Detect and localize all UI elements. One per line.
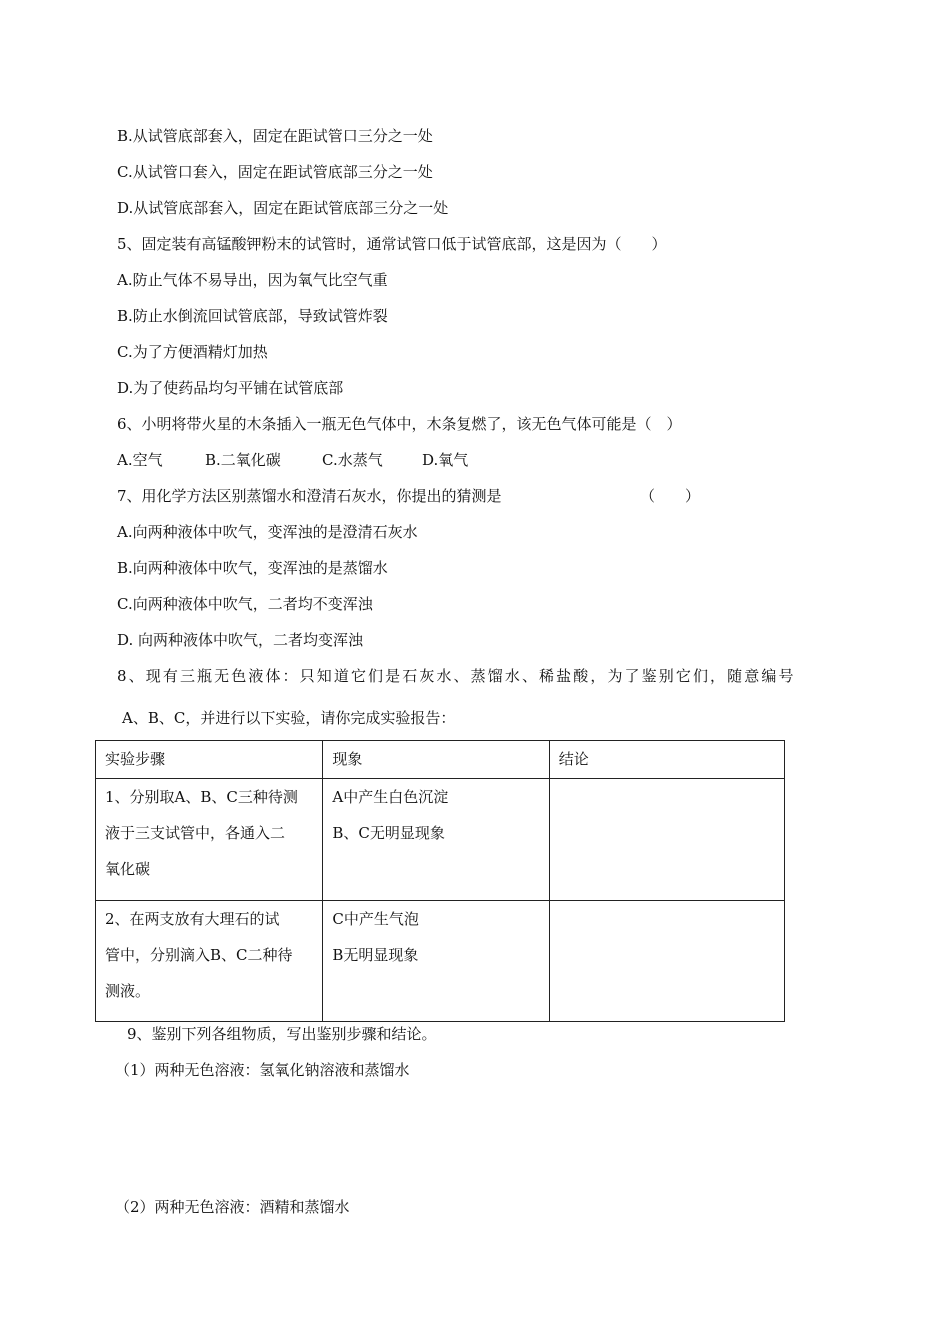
experiment-report-table (95, 740, 785, 1022)
header-conclusion: 结论 (549, 741, 784, 779)
header-step: 实验步骤 (96, 741, 323, 779)
q5-stem: 5、固定装有高锰酸钾粉末的试管时，通常试管口低于试管底部，这是因为（ ） (117, 235, 667, 253)
phenomenon-line: C中产生气泡 (332, 910, 419, 928)
q5-option-d: D.为了使药品均匀平铺在试管底部 (117, 379, 344, 397)
q7-option-a: A.向两种液体中吹气，变浑浊的是澄清石灰水 (117, 523, 418, 541)
q6-stem: 6、小明将带火星的木条插入一瓶无色气体中，木条复燃了，该无色气体可能是（ ） (117, 415, 682, 433)
q4-option-b: B.从试管底部套入，固定在距试管口三分之一处 (117, 127, 433, 145)
step-line: 液于三支试管中，各通入二 (105, 824, 286, 842)
q4-option-d: D.从试管底部套入，固定在距试管底部三分之一处 (117, 199, 449, 217)
q4-option-c: C.从试管口套入，固定在距试管底部三分之一处 (117, 163, 433, 181)
q8-stem-line2: A、B、C，并进行以下实验，请你完成实验报告： (122, 709, 456, 727)
q5-option-c: C.为了方便酒精灯加热 (117, 343, 268, 361)
q6-options (117, 450, 468, 470)
step-line: 1、分别取A、B、C三种待测 (105, 788, 298, 806)
step-line: 2、在两支放有大理石的试 (105, 910, 280, 928)
conclusion-cell[interactable] (549, 901, 784, 1022)
table-header-row (96, 741, 785, 779)
step-line: 管中，分别滴入B、C二种待 (105, 946, 293, 964)
step-line: 测液。 (105, 982, 151, 1000)
q9-stem: 9、鉴别下列各组物质，写出鉴别步骤和结论。 (127, 1025, 437, 1043)
q9-part-1: （1）两种无色溶液：氢氧化钠溶液和蒸馏水 (115, 1061, 410, 1079)
table-row (96, 901, 785, 1022)
conclusion-cell[interactable] (549, 779, 784, 901)
phenomenon-line: B、C无明显现象 (332, 824, 445, 842)
step-cell (96, 901, 323, 1022)
phenomenon-cell (323, 901, 549, 1022)
table-row (96, 779, 785, 901)
q7-option-b: B.向两种液体中吹气，变浑浊的是蒸馏水 (117, 559, 388, 577)
q8-stem-line1: 8、现有三瓶无色液体：只知道它们是石灰水、蒸馏水、稀盐酸，为了鉴别它们，随意编号 (117, 667, 796, 685)
q6-option-d: D.氧气 (422, 451, 469, 469)
q6-option-a: A.空气 (117, 451, 163, 469)
q6-option-c: C.水蒸气 (322, 451, 383, 469)
q7-option-d: D. 向两种液体中吹气，二者均变浑浊 (117, 631, 364, 649)
phenomenon-line: A中产生白色沉淀 (332, 788, 449, 806)
q7-bracket: （ ） (640, 487, 701, 505)
step-cell (96, 779, 323, 901)
q5-option-a: A.防止气体不易导出，因为氧气比空气重 (117, 271, 388, 289)
q5-option-b: B.防止水倒流回试管底部，导致试管炸裂 (117, 307, 388, 325)
q6-option-b: B.二氧化碳 (205, 451, 281, 469)
phenomenon-line: B无明显现象 (332, 946, 419, 964)
step-line: 氧化碳 (105, 860, 151, 878)
q9-part-2: （2）两种无色溶液：酒精和蒸馏水 (115, 1198, 350, 1216)
q7-stem: 7、用化学方法区别蒸馏水和澄清石灰水，你提出的猜测是 (117, 487, 502, 505)
phenomenon-cell (323, 779, 549, 901)
header-phenomenon: 现象 (323, 741, 549, 779)
q7-option-c: C.向两种液体中吹气，二者均不变浑浊 (117, 595, 373, 613)
